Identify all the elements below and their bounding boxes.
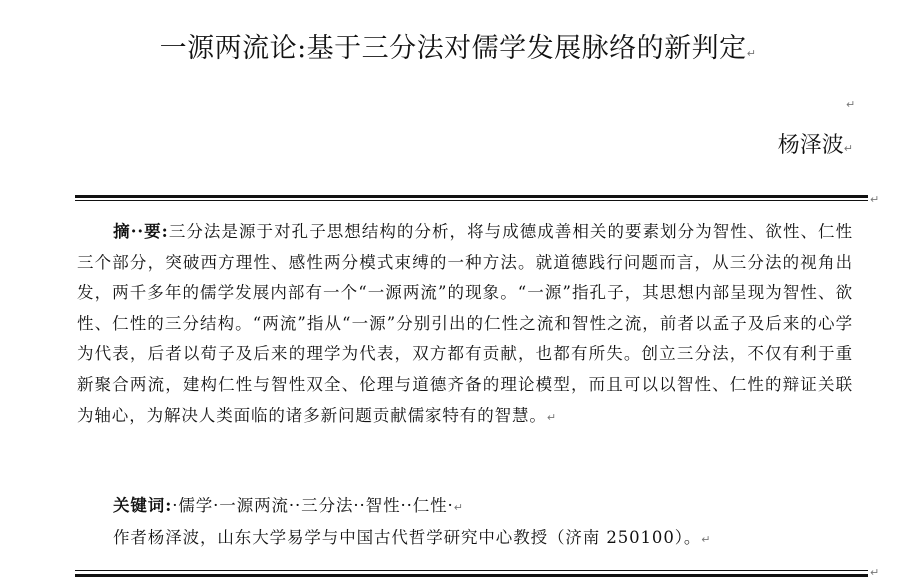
paragraph-mark: ↵ [870, 193, 880, 206]
paragraph-mark: ↵ [701, 533, 712, 546]
paragraph-mark: ↵ [846, 98, 856, 111]
keywords-label: 关键词: [113, 496, 173, 515]
keywords-text: ·儒学·一源两流··三分法··智性··仁性· [172, 496, 454, 515]
author-note: 作者杨泽波，山东大学易学与中国古代哲学研究中心教授（济南 250100）。 [113, 528, 702, 547]
keywords-line [113, 492, 464, 516]
document-title [0, 26, 916, 65]
title-text: 一源两流论:基于三分法对儒学发展脉络的新判定 [159, 33, 747, 64]
author-note-line [113, 524, 711, 548]
bottom-rule-thin [75, 570, 868, 571]
top-rule-thick [75, 195, 868, 198]
paragraph-mark: ↵ [843, 142, 853, 155]
bottom-rule-thick [75, 574, 868, 577]
abstract-label: 摘··要: [113, 222, 169, 241]
paragraph-mark: ↵ [870, 566, 880, 579]
paragraph-mark: ↵ [746, 47, 757, 60]
top-rule-thin [75, 200, 868, 201]
abstract-text: 三分法是源于对孔子思想结构的分析，将与成德成善相关的要素划分为智性、欲性、仁性三个部分，突破西方理性、感性两分模式束缚的一种方法。就道德践行问题而言，从三分法的视角出发，两千多年的儒学发展内部有一个“一源两流”的现象。“一源”指孔子，其思想内部呈现为智性、欲性、仁性的三分结构。“两流”指从“一源”分别引出的仁性之流和智性之流，前者以孟子及后来的心学为代表，后者以荀子及后来的理学为代表，双方都有贡献，也都有所失。创立三分法，不仅有利于重新聚合两流，建构仁性与智性双全、伦理与道德齐备的理论模型，而且可以以智性、仁性的辩证关联为轴心，为解决人类面临的诸多新问题贡献儒家特有的智慧。 [77, 222, 853, 425]
author-line [778, 128, 853, 159]
abstract-paragraph [77, 217, 853, 433]
author-name: 杨泽波 [777, 133, 844, 158]
paragraph-mark: ↵ [546, 410, 557, 424]
paragraph-mark: ↵ [453, 501, 464, 514]
